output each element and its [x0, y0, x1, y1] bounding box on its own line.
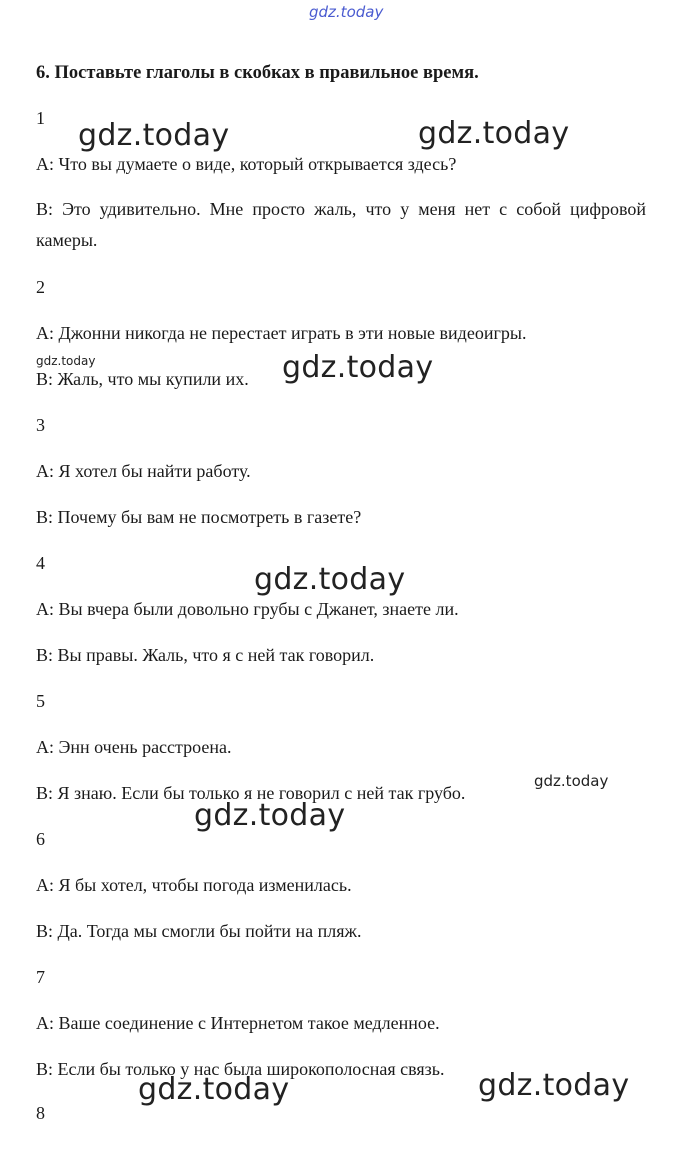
watermark: gdz.today	[78, 118, 230, 153]
line-a: A: Джонни никогда не перестает играть в эти новые видеоигры.	[36, 323, 527, 343]
item-number: 2	[36, 277, 45, 297]
line-b: B: Вы правы. Жаль, что я с ней так говорил.	[36, 645, 375, 665]
line-b: B: Почему бы вам не посмотреть в газете?	[36, 507, 362, 527]
item-number: 1	[36, 108, 45, 128]
line-a: A: Я бы хотел, чтобы погода изменилась.	[36, 875, 352, 895]
line-b: B: Если бы только у нас была широкополосная связь.	[36, 1059, 445, 1079]
exercise-title: 6. Поставьте глаголы в скобках в правильное время.	[36, 63, 479, 83]
item-number: 6	[36, 829, 45, 849]
line-a: A: Что вы думаете о виде, который открывается здесь?	[36, 154, 457, 174]
line-a: A: Энн очень расстроена.	[36, 737, 232, 757]
watermark: gdz.today	[478, 1068, 630, 1103]
watermark: gdz.today	[194, 798, 346, 833]
watermark: gdz.today	[282, 350, 434, 385]
watermark-top: gdz.today	[309, 3, 384, 21]
item-number: 7	[36, 967, 45, 987]
line-a: A: Вы вчера были довольно грубы с Джанет, знаете ли.	[36, 599, 459, 619]
watermark: gdz.today	[534, 772, 609, 790]
line-b: B: Жаль, что мы купили их.	[36, 369, 249, 389]
item-number: 3	[36, 415, 45, 435]
item-number: 8	[36, 1103, 45, 1123]
item-number: 5	[36, 691, 45, 711]
item-number: 4	[36, 553, 45, 573]
watermark: gdz.today	[254, 562, 406, 597]
watermark: gdz.today	[418, 116, 570, 151]
line-b: B: Да. Тогда мы смогли бы пойти на пляж.	[36, 921, 362, 941]
line-a: A: Ваше соединение с Интернетом такое медленное.	[36, 1013, 440, 1033]
line-a: A: Я хотел бы найти работу.	[36, 461, 251, 481]
line-b: B: Я знаю. Если бы только я не говорил с ней так грубо.	[36, 783, 466, 803]
watermark: gdz.today	[138, 1072, 290, 1107]
watermark: gdz.today	[36, 354, 96, 368]
line-b: B: Это удивительно. Мне просто жаль, что у меня нет с собой цифровой камеры.	[36, 199, 646, 250]
